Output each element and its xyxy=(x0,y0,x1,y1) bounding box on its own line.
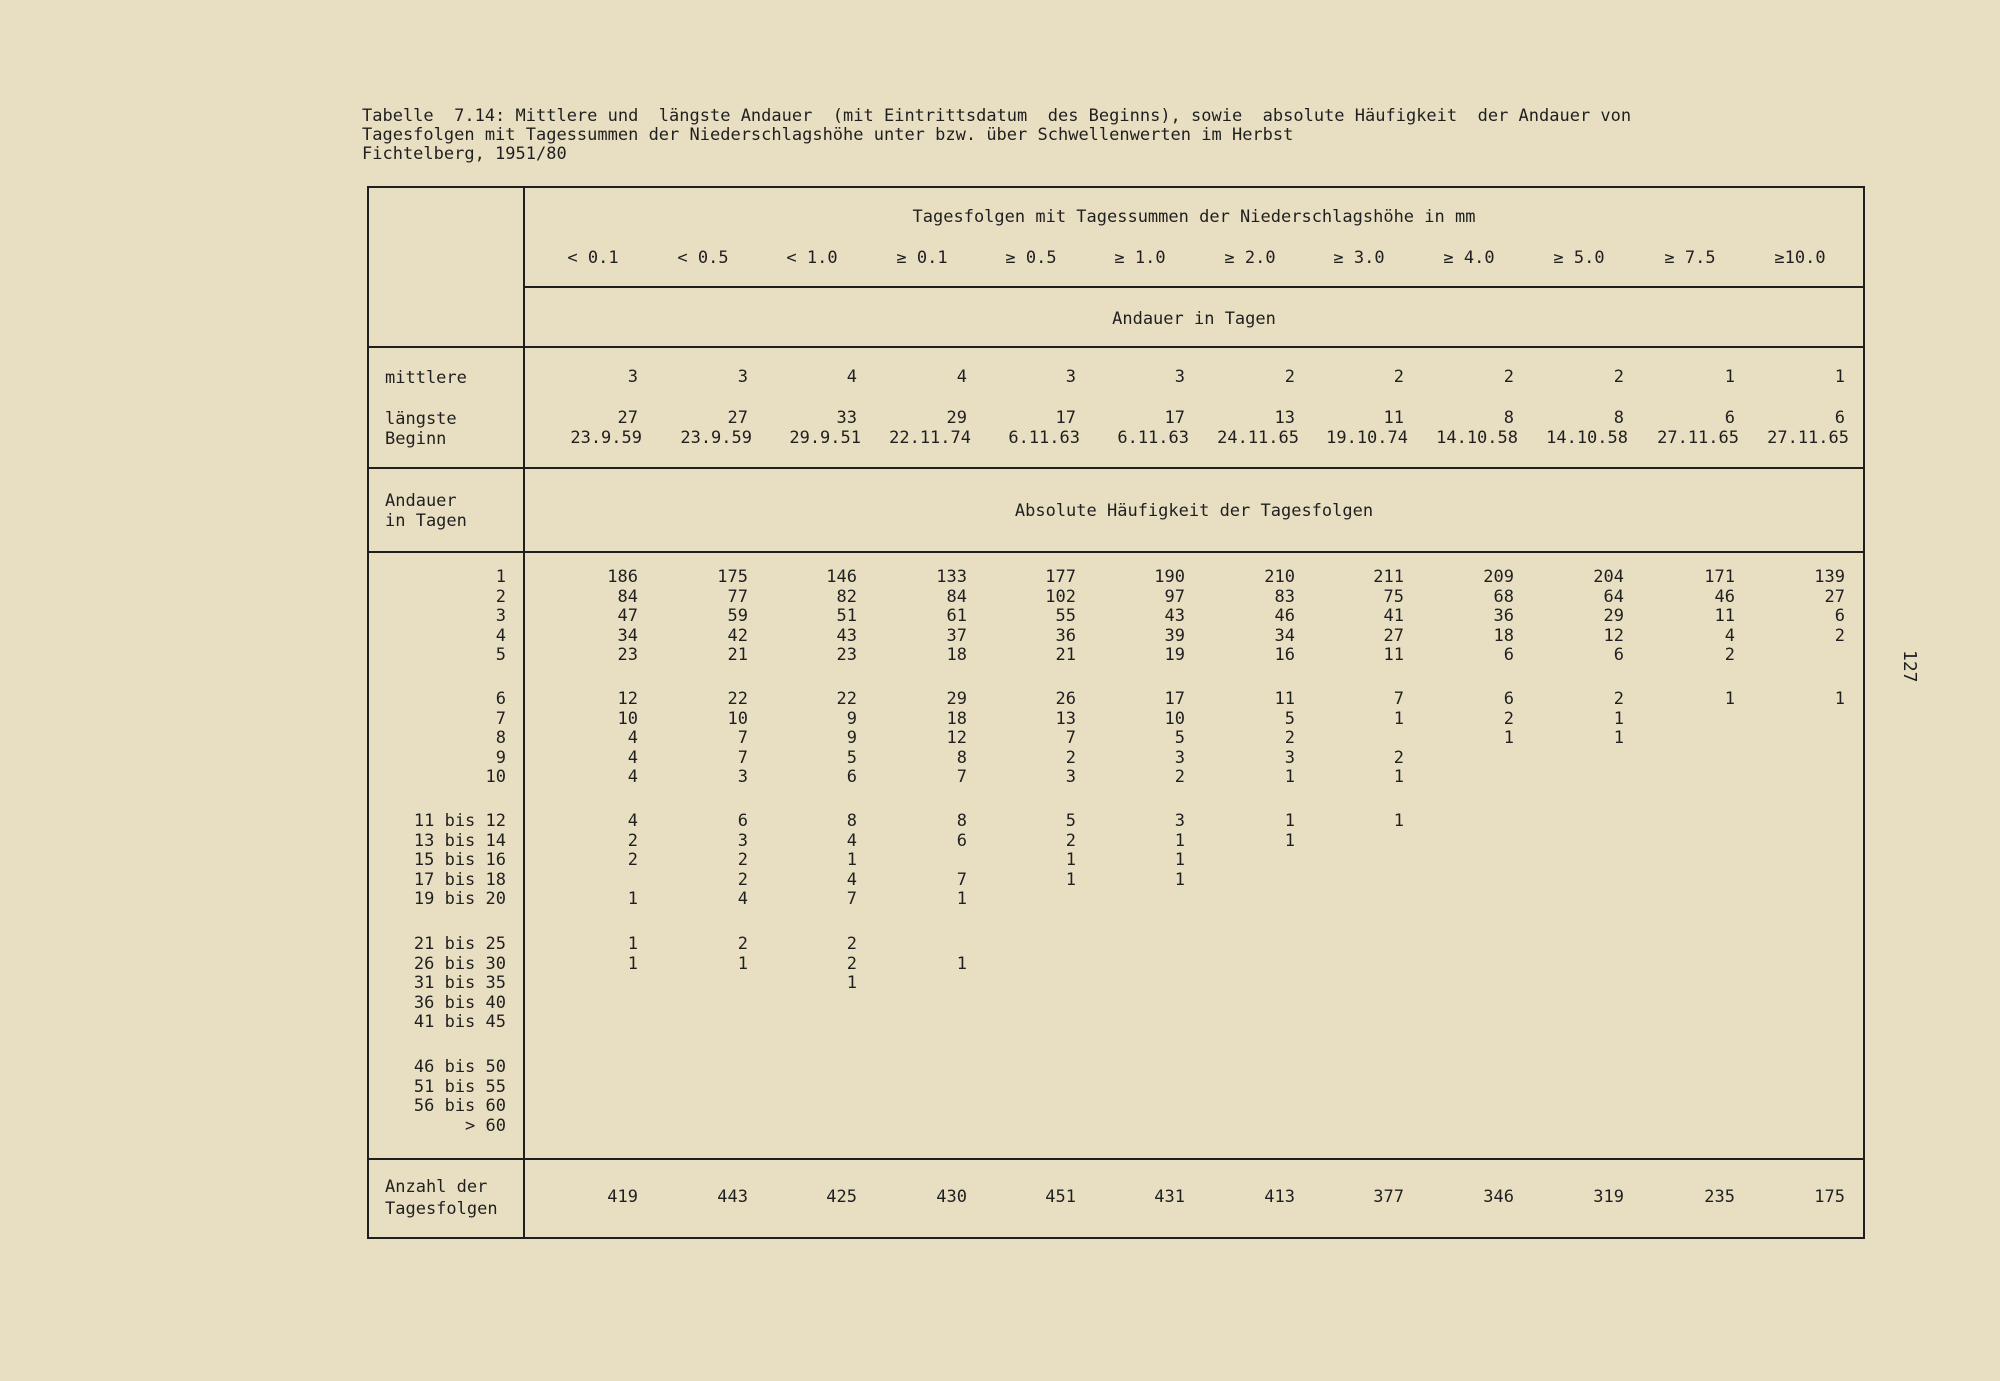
frequency-column-values: 211 75 41 27 11 xyxy=(1373,567,1404,666)
caption-line-1: Tabelle 7.14: Mittlere und längste Andauer (mit Eintrittsdatum des Beginns), sowie absolute Häufigkeit der Andauer von xyxy=(362,106,1632,126)
frequency-section-title: Absolute Häufigkeit der Tagesfolgen xyxy=(1014,501,1374,521)
caption-line-3: Fichtelberg, 1951/80 xyxy=(362,144,567,164)
caption-line-2: Tagesfolgen mit Tagessummen der Niederschlagshöhe unter bzw. über Schwellenwerten im Herbst xyxy=(362,125,1294,145)
laengste-value: 17 xyxy=(1055,408,1076,428)
frequency-column-values: 1 xyxy=(1724,689,1735,709)
frequency-column-values: 204 64 29 12 6 xyxy=(1593,567,1624,666)
frequency-column-values: 1 xyxy=(1393,811,1404,831)
threshold-header: ≥ 0.5 xyxy=(1005,248,1057,268)
frequency-column-values: 1 1 xyxy=(627,934,638,974)
threshold-header: ≥ 0.1 xyxy=(896,248,948,268)
threshold-header: ≥ 4.0 xyxy=(1443,248,1495,268)
frequency-column-values: 209 68 36 18 6 xyxy=(1483,567,1514,666)
mittlere-value: 2 xyxy=(1613,367,1624,387)
anzahl-value: 443 xyxy=(717,1187,748,1207)
rule-after-laengste xyxy=(367,467,1865,469)
frequency-column-values: 210 83 46 34 16 xyxy=(1264,567,1295,666)
frequency-column-values: 17 10 5 3 2 xyxy=(1164,689,1185,788)
anzahl-value: 419 xyxy=(607,1187,638,1207)
threshold-header: ≥ 5.0 xyxy=(1553,248,1605,268)
beginn-date: 24.11.65 xyxy=(1217,428,1299,448)
frequency-column-values: 1 xyxy=(956,953,967,974)
threshold-header: ≥ 7.5 xyxy=(1664,248,1716,268)
beginn-date: 27.11.65 xyxy=(1767,428,1849,448)
beginn-date: 19.10.74 xyxy=(1326,428,1408,448)
mittlere-value: 3 xyxy=(1174,367,1185,387)
anzahl-value: 430 xyxy=(936,1187,967,1207)
mittlere-value: 2 xyxy=(1284,367,1295,387)
beginn-date: 27.11.65 xyxy=(1657,428,1739,448)
rule-header-inner xyxy=(523,286,1865,288)
mittlere-value: 4 xyxy=(956,367,967,387)
rule-after-header xyxy=(367,346,1865,348)
anzahl-value: 431 xyxy=(1154,1187,1185,1207)
threshold-header: ≥ 3.0 xyxy=(1333,248,1385,268)
table-caption xyxy=(362,107,1882,164)
beginn-date: 14.10.58 xyxy=(1546,428,1628,448)
laengste-value: 8 xyxy=(1613,408,1624,428)
threshold-header: ≥ 1.0 xyxy=(1114,248,1166,268)
beginn-date: 22.11.74 xyxy=(889,428,971,448)
frequency-column-values: 186 84 47 34 23 xyxy=(607,567,638,666)
frequency-column-values: 2 1 1 xyxy=(1613,689,1624,749)
threshold-header: < 1.0 xyxy=(786,248,838,268)
frequency-column-values: 7 1 2 1 xyxy=(1393,689,1404,788)
laengste-label: längste xyxy=(385,409,457,429)
anzahl-value: 377 xyxy=(1373,1187,1404,1207)
threshold-header: < 0.5 xyxy=(677,248,729,268)
beginn-date: 29.9.51 xyxy=(789,428,861,448)
rule-after-section-header xyxy=(367,551,1865,553)
frequency-column-values: 171 46 11 4 2 xyxy=(1704,567,1735,666)
mittlere-value: 1 xyxy=(1834,367,1845,387)
frequency-column-values: 1 1 xyxy=(1284,811,1295,851)
mittlere-value: 2 xyxy=(1503,367,1514,387)
beginn-date: 23.9.59 xyxy=(680,428,752,448)
laengste-value: 11 xyxy=(1383,408,1404,428)
andauer-row-labels: 11 bis 12 13 bis 14 15 bis 16 17 bis 18 19 bis 20 xyxy=(413,811,506,910)
frequency-column-values: 11 5 2 3 1 xyxy=(1274,689,1295,788)
mittlere-value: 4 xyxy=(846,367,857,387)
beginn-label: Beginn xyxy=(385,429,447,449)
frequency-column-values: 190 97 43 39 19 xyxy=(1154,567,1185,666)
frequency-column-values: 146 82 51 43 23 xyxy=(826,567,857,666)
frequency-column-values: 26 13 7 2 3 xyxy=(1055,689,1076,788)
andauer-row-header-2: in Tagen xyxy=(385,511,467,531)
beginn-date: 14.10.58 xyxy=(1436,428,1518,448)
beginn-date: 23.9.59 xyxy=(570,428,642,448)
andauer-row-labels: 46 bis 50 51 bis 55 56 bis 60 > 60 xyxy=(413,1057,506,1136)
frequency-column-values: 133 84 61 37 18 xyxy=(936,567,967,666)
andauer-row-labels: 21 bis 25 26 bis 30 31 bis 35 36 bis 40 41 bis 45 xyxy=(413,934,506,1033)
anzahl-value: 175 xyxy=(1814,1187,1845,1207)
mittlere-value: 2 xyxy=(1393,367,1404,387)
laengste-value: 13 xyxy=(1274,408,1295,428)
laengste-value: 27 xyxy=(727,408,748,428)
frequency-column-values: 4 2 2 1 xyxy=(627,811,638,910)
frequency-column-values: 8 6 7 1 xyxy=(956,811,967,910)
laengste-value: 29 xyxy=(946,408,967,428)
frequency-column-values: 2 1 xyxy=(737,934,748,974)
laengste-value: 27 xyxy=(617,408,638,428)
laengste-value: 33 xyxy=(836,408,857,428)
laengste-value: 17 xyxy=(1164,408,1185,428)
laengste-value: 6 xyxy=(1724,408,1735,428)
frequency-column-values: 22 10 7 7 3 xyxy=(727,689,748,788)
rule-before-anzahl xyxy=(367,1158,1865,1160)
threshold-header: < 0.1 xyxy=(567,248,619,268)
frequency-column-values: 5 2 1 1 xyxy=(1065,811,1076,890)
page-number: 127 xyxy=(1899,650,1920,683)
anzahl-value: 451 xyxy=(1045,1187,1076,1207)
mittlere-label: mittlere xyxy=(385,368,467,388)
beginn-date: 6.11.63 xyxy=(1008,428,1080,448)
mittlere-value: 1 xyxy=(1724,367,1735,387)
anzahl-label-1: Anzahl der xyxy=(385,1177,488,1197)
frequency-column-values: 8 4 1 4 7 xyxy=(846,811,857,910)
threshold-header: ≥ 2.0 xyxy=(1224,248,1276,268)
frequency-column-values: 1 xyxy=(1834,689,1845,709)
anzahl-value: 425 xyxy=(826,1187,857,1207)
andauer-row-labels: 6 7 8 9 10 xyxy=(485,689,506,788)
andauer-row-labels: 1 2 3 4 5 xyxy=(495,567,506,666)
anzahl-value: 346 xyxy=(1483,1187,1514,1207)
frequency-column-values: 12 10 4 4 4 xyxy=(617,689,638,788)
andauer-row-header-1: Andauer xyxy=(385,491,457,511)
frequency-column-values: 6 2 1 xyxy=(1503,689,1514,749)
laengste-value: 8 xyxy=(1503,408,1514,428)
frequency-column-values: 29 18 12 8 7 xyxy=(946,689,967,788)
frequency-column-values: 177 102 55 36 21 xyxy=(1045,567,1076,666)
frequency-column-values: 2 2 1 xyxy=(846,934,857,994)
frequency-column-values: 139 27 6 2 xyxy=(1814,567,1845,646)
laengste-value: 6 xyxy=(1834,408,1845,428)
frequency-column-values: 175 77 59 42 21 xyxy=(717,567,748,666)
frequency-column-values: 22 9 9 5 6 xyxy=(836,689,857,788)
beginn-date: 6.11.63 xyxy=(1117,428,1189,448)
frequency-column-values: 6 3 2 2 4 xyxy=(737,811,748,910)
mittlere-value: 3 xyxy=(737,367,748,387)
anzahl-label-2: Tagesfolgen xyxy=(385,1199,498,1219)
anzahl-value: 235 xyxy=(1704,1187,1735,1207)
mittlere-value: 3 xyxy=(627,367,638,387)
header-title: Tagesfolgen mit Tagessummen der Niederschlagshöhe in mm xyxy=(912,207,1476,227)
anzahl-value: 319 xyxy=(1593,1187,1624,1207)
mittlere-value: 3 xyxy=(1065,367,1076,387)
anzahl-value: 413 xyxy=(1264,1187,1295,1207)
andauer-label: Andauer in Tagen xyxy=(1112,309,1276,329)
threshold-header: ≥10.0 xyxy=(1774,248,1826,268)
frequency-column-values: 3 1 1 1 xyxy=(1174,811,1185,890)
